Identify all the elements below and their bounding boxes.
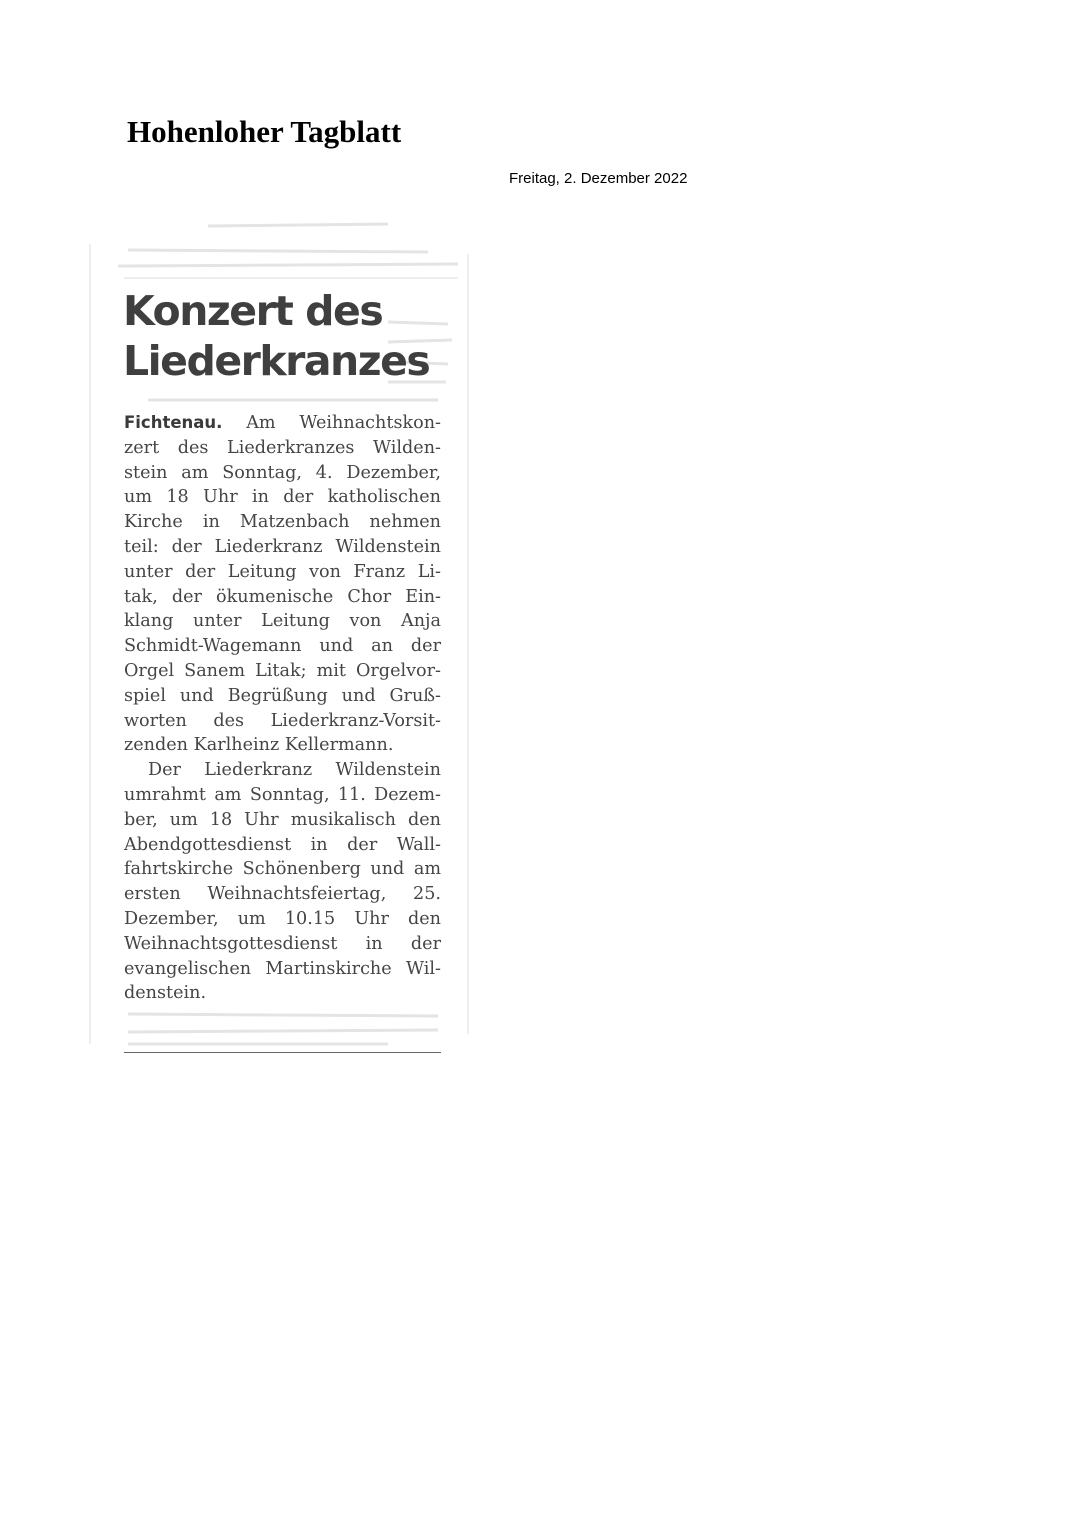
article-line: tak, der ökumenische Chor Ein- bbox=[124, 586, 441, 607]
article-line: um 18 Uhr in der katholischen bbox=[124, 487, 441, 508]
article-line: worten des Liederkranz-Vorsit- bbox=[124, 710, 441, 731]
article-line: spiel und Begrüßung und Gruß- bbox=[124, 685, 441, 706]
headline-line: Liederkranzes bbox=[123, 337, 430, 385]
article-line: denstein. bbox=[124, 983, 207, 1004]
article-line: Der Liederkranz Wildenstein bbox=[148, 760, 441, 781]
article-line: Abendgottesdienst in der Wall- bbox=[124, 834, 441, 855]
article-line: zenden Karlheinz Kellermann. bbox=[124, 735, 394, 756]
article-end-rule bbox=[124, 1052, 441, 1053]
article-line: Weihnachtsgottesdienst in der bbox=[124, 933, 441, 954]
article-line: zert des Liederkranzes Wilden- bbox=[124, 437, 441, 458]
article-line: stein am Sonntag, 4. Dezember, bbox=[124, 462, 441, 483]
article-clipping bbox=[88, 214, 472, 1054]
article-line: ber, um 18 Uhr musikalisch den bbox=[124, 809, 441, 830]
headline-line: Konzert des bbox=[123, 287, 383, 335]
article-line: klang unter Leitung von Anja bbox=[124, 611, 441, 632]
article-line: umrahmt am Sonntag, 11. Dezem- bbox=[124, 784, 441, 805]
issue-date: Freitag, 2. Dezember 2022 bbox=[509, 170, 688, 187]
article-line: ersten Weihnachtsfeiertag, 25. bbox=[124, 884, 441, 905]
article-headline bbox=[123, 286, 429, 386]
article-line: Dezember, um 10.15 Uhr den bbox=[124, 908, 441, 929]
article-line: teil: der Liederkranz Wildenstein bbox=[124, 536, 441, 557]
article-line: evangelischen Martinskirche Wil- bbox=[124, 958, 441, 979]
article-line-text: Am Weihnachtskon- bbox=[246, 413, 442, 433]
article-line: Kirche in Matzenbach nehmen bbox=[124, 512, 441, 533]
article-line bbox=[124, 411, 441, 436]
newspaper-name: Hohenloher Tagblatt bbox=[127, 114, 402, 149]
article-line: unter der Leitung von Franz Li- bbox=[124, 561, 441, 582]
article-body bbox=[124, 411, 441, 1006]
article-line: Orgel Sanem Litak; mit Orgelvor- bbox=[124, 660, 441, 681]
article-line: Schmidt-Wagemann und an der bbox=[124, 636, 441, 657]
dateline: Fichtenau. bbox=[124, 413, 223, 432]
article-line: fahrtskirche Schönenberg und am bbox=[124, 859, 441, 880]
